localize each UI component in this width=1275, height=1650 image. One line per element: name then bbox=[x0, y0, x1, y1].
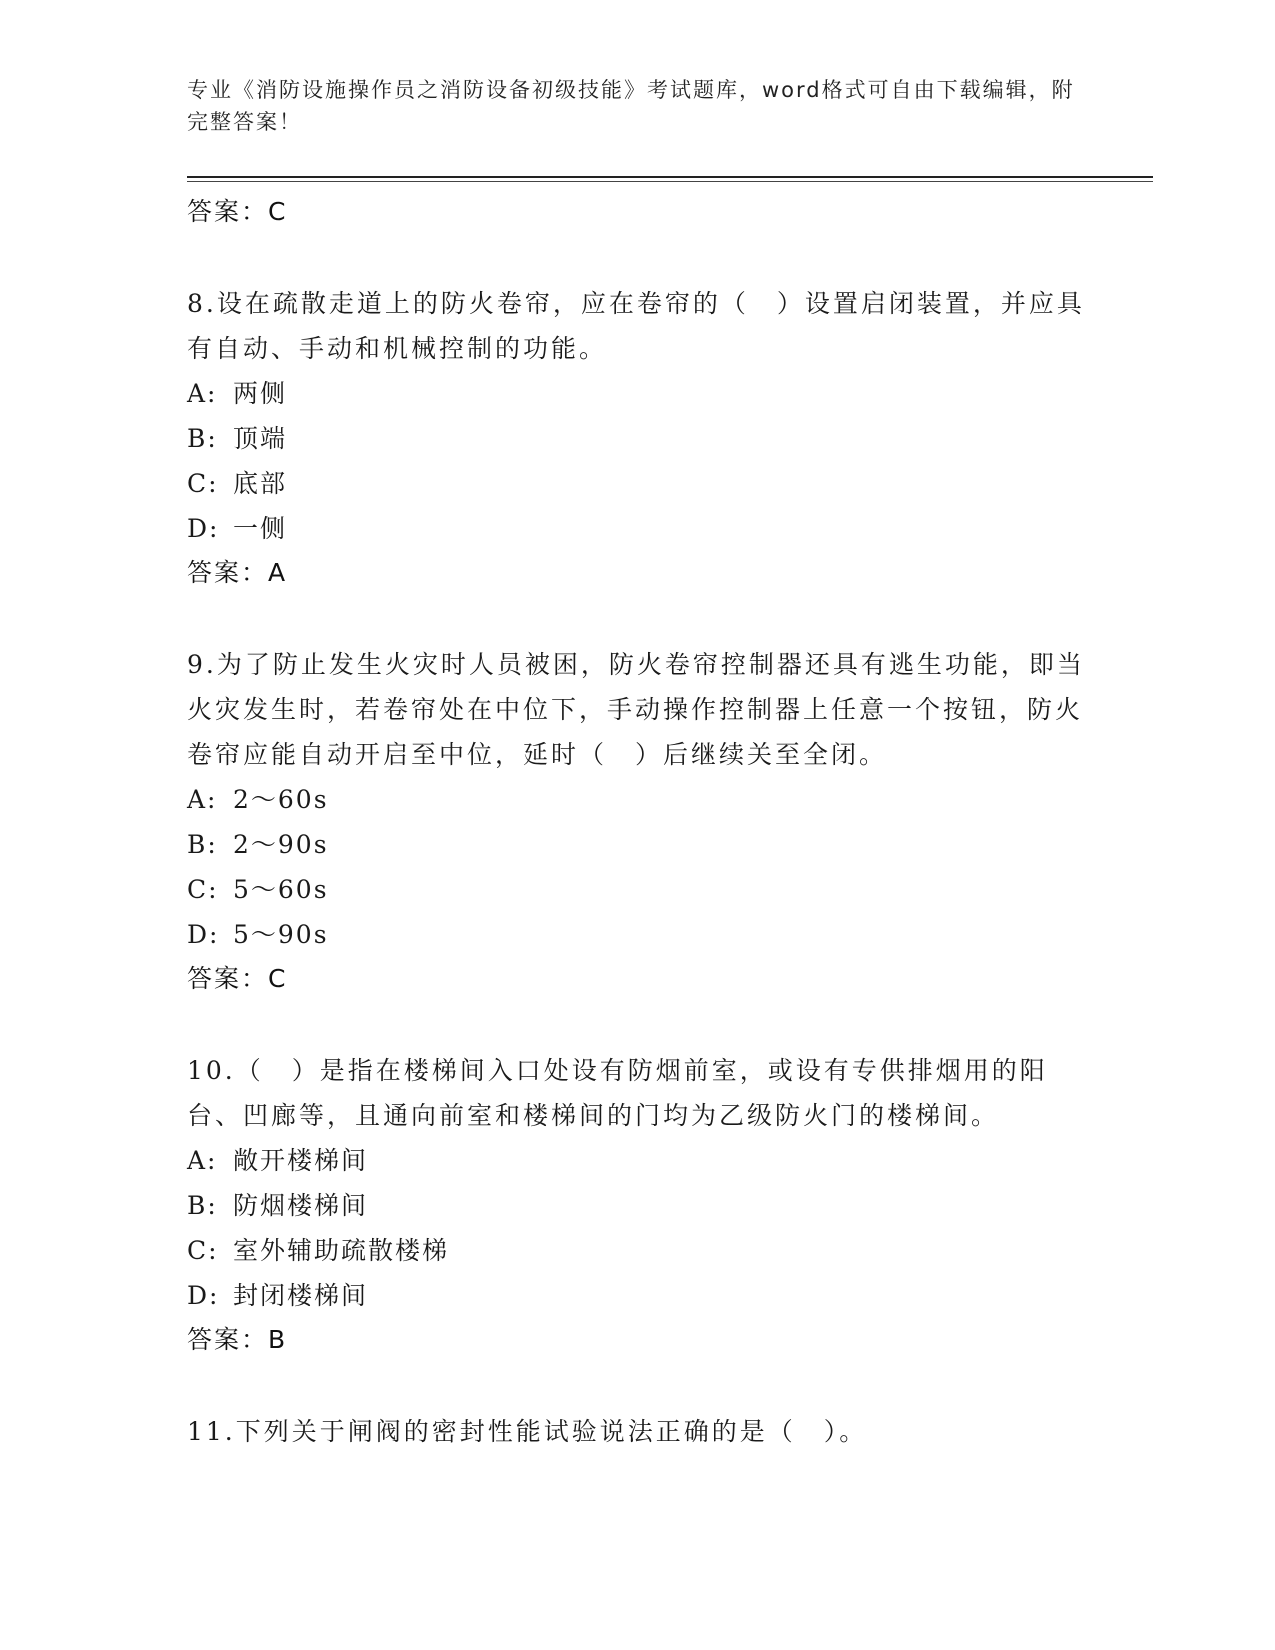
option-text: 底部 bbox=[233, 469, 288, 498]
option-letter: D: bbox=[187, 514, 220, 543]
option-letter: A: bbox=[187, 1146, 218, 1175]
option-text: 封闭楼梯间 bbox=[233, 1281, 369, 1310]
option-letter: D: bbox=[187, 1281, 220, 1310]
question-stem: 9.为了防止发生火灾时人员被困，防火卷帘控制器还具有逃生功能，即当火灾发生时，若卷帘处在中位下，手动操作控制器上任意一个按钮，防火卷帘应能自动开启至中位，延时（ ）后继续关至全闭。 bbox=[187, 650, 1085, 769]
option-a bbox=[187, 777, 1087, 822]
option-letter: A: bbox=[187, 785, 218, 814]
option-a bbox=[187, 1138, 1087, 1183]
option-d bbox=[187, 506, 1087, 551]
option-letter: C: bbox=[187, 469, 219, 498]
option-text: 2～60s bbox=[233, 785, 329, 814]
option-letter: C: bbox=[187, 875, 219, 904]
answer-line: 答案：B bbox=[187, 1325, 288, 1354]
option-d bbox=[187, 1273, 1087, 1318]
option-text: 敞开楼梯间 bbox=[233, 1146, 369, 1175]
question-9 bbox=[187, 642, 1087, 1001]
option-text: 两侧 bbox=[233, 379, 288, 408]
option-text: 5～60s bbox=[233, 875, 329, 904]
answer-line: 答案：C bbox=[187, 964, 288, 993]
option-letter: B: bbox=[187, 830, 218, 859]
question-8 bbox=[187, 281, 1087, 595]
header-divider-thick bbox=[187, 176, 1153, 178]
question-stem: 10.（ ）是指在楼梯间入口处设有防烟前室，或设有专供排烟用的阳台、凹廊等，且通向前室和楼梯间的门均为乙级防火门的楼梯间。 bbox=[187, 1056, 1048, 1130]
answer-line: 答案：A bbox=[187, 558, 288, 587]
previous-answer: 答案：C bbox=[187, 197, 288, 226]
option-d bbox=[187, 912, 1087, 957]
option-b bbox=[187, 1183, 1087, 1228]
option-c bbox=[187, 1228, 1087, 1273]
question-stem: 8.设在疏散走道上的防火卷帘，应在卷帘的（ ）设置启闭装置，并应具有自动、手动和机械控制的功能。 bbox=[187, 289, 1085, 363]
option-text: 5～90s bbox=[233, 920, 329, 949]
question-10 bbox=[187, 1048, 1087, 1362]
option-letter: C: bbox=[187, 1236, 219, 1265]
exam-content bbox=[187, 190, 1087, 1454]
option-text: 防烟楼梯间 bbox=[233, 1191, 369, 1220]
option-text: 顶端 bbox=[233, 424, 288, 453]
option-text: 室外辅助疏散楼梯 bbox=[233, 1236, 450, 1265]
option-c bbox=[187, 461, 1087, 506]
option-c bbox=[187, 867, 1087, 912]
document-header: 专业《消防设施操作员之消防设备初级技能》考试题库，word格式可自由下载编辑，附完整答案！ bbox=[187, 78, 1075, 134]
question-11 bbox=[187, 1409, 1087, 1454]
option-letter: B: bbox=[187, 424, 218, 453]
option-text: 一侧 bbox=[233, 514, 288, 543]
option-letter: B: bbox=[187, 1191, 218, 1220]
option-text: 2～90s bbox=[233, 830, 329, 859]
option-letter: D: bbox=[187, 920, 220, 949]
option-letter: A: bbox=[187, 379, 218, 408]
header-divider-thin bbox=[187, 181, 1153, 182]
option-b bbox=[187, 416, 1087, 461]
question-stem: 11.下列关于闸阀的密封性能试验说法正确的是（ ）。 bbox=[187, 1417, 868, 1446]
option-b bbox=[187, 822, 1087, 867]
option-a bbox=[187, 371, 1087, 416]
